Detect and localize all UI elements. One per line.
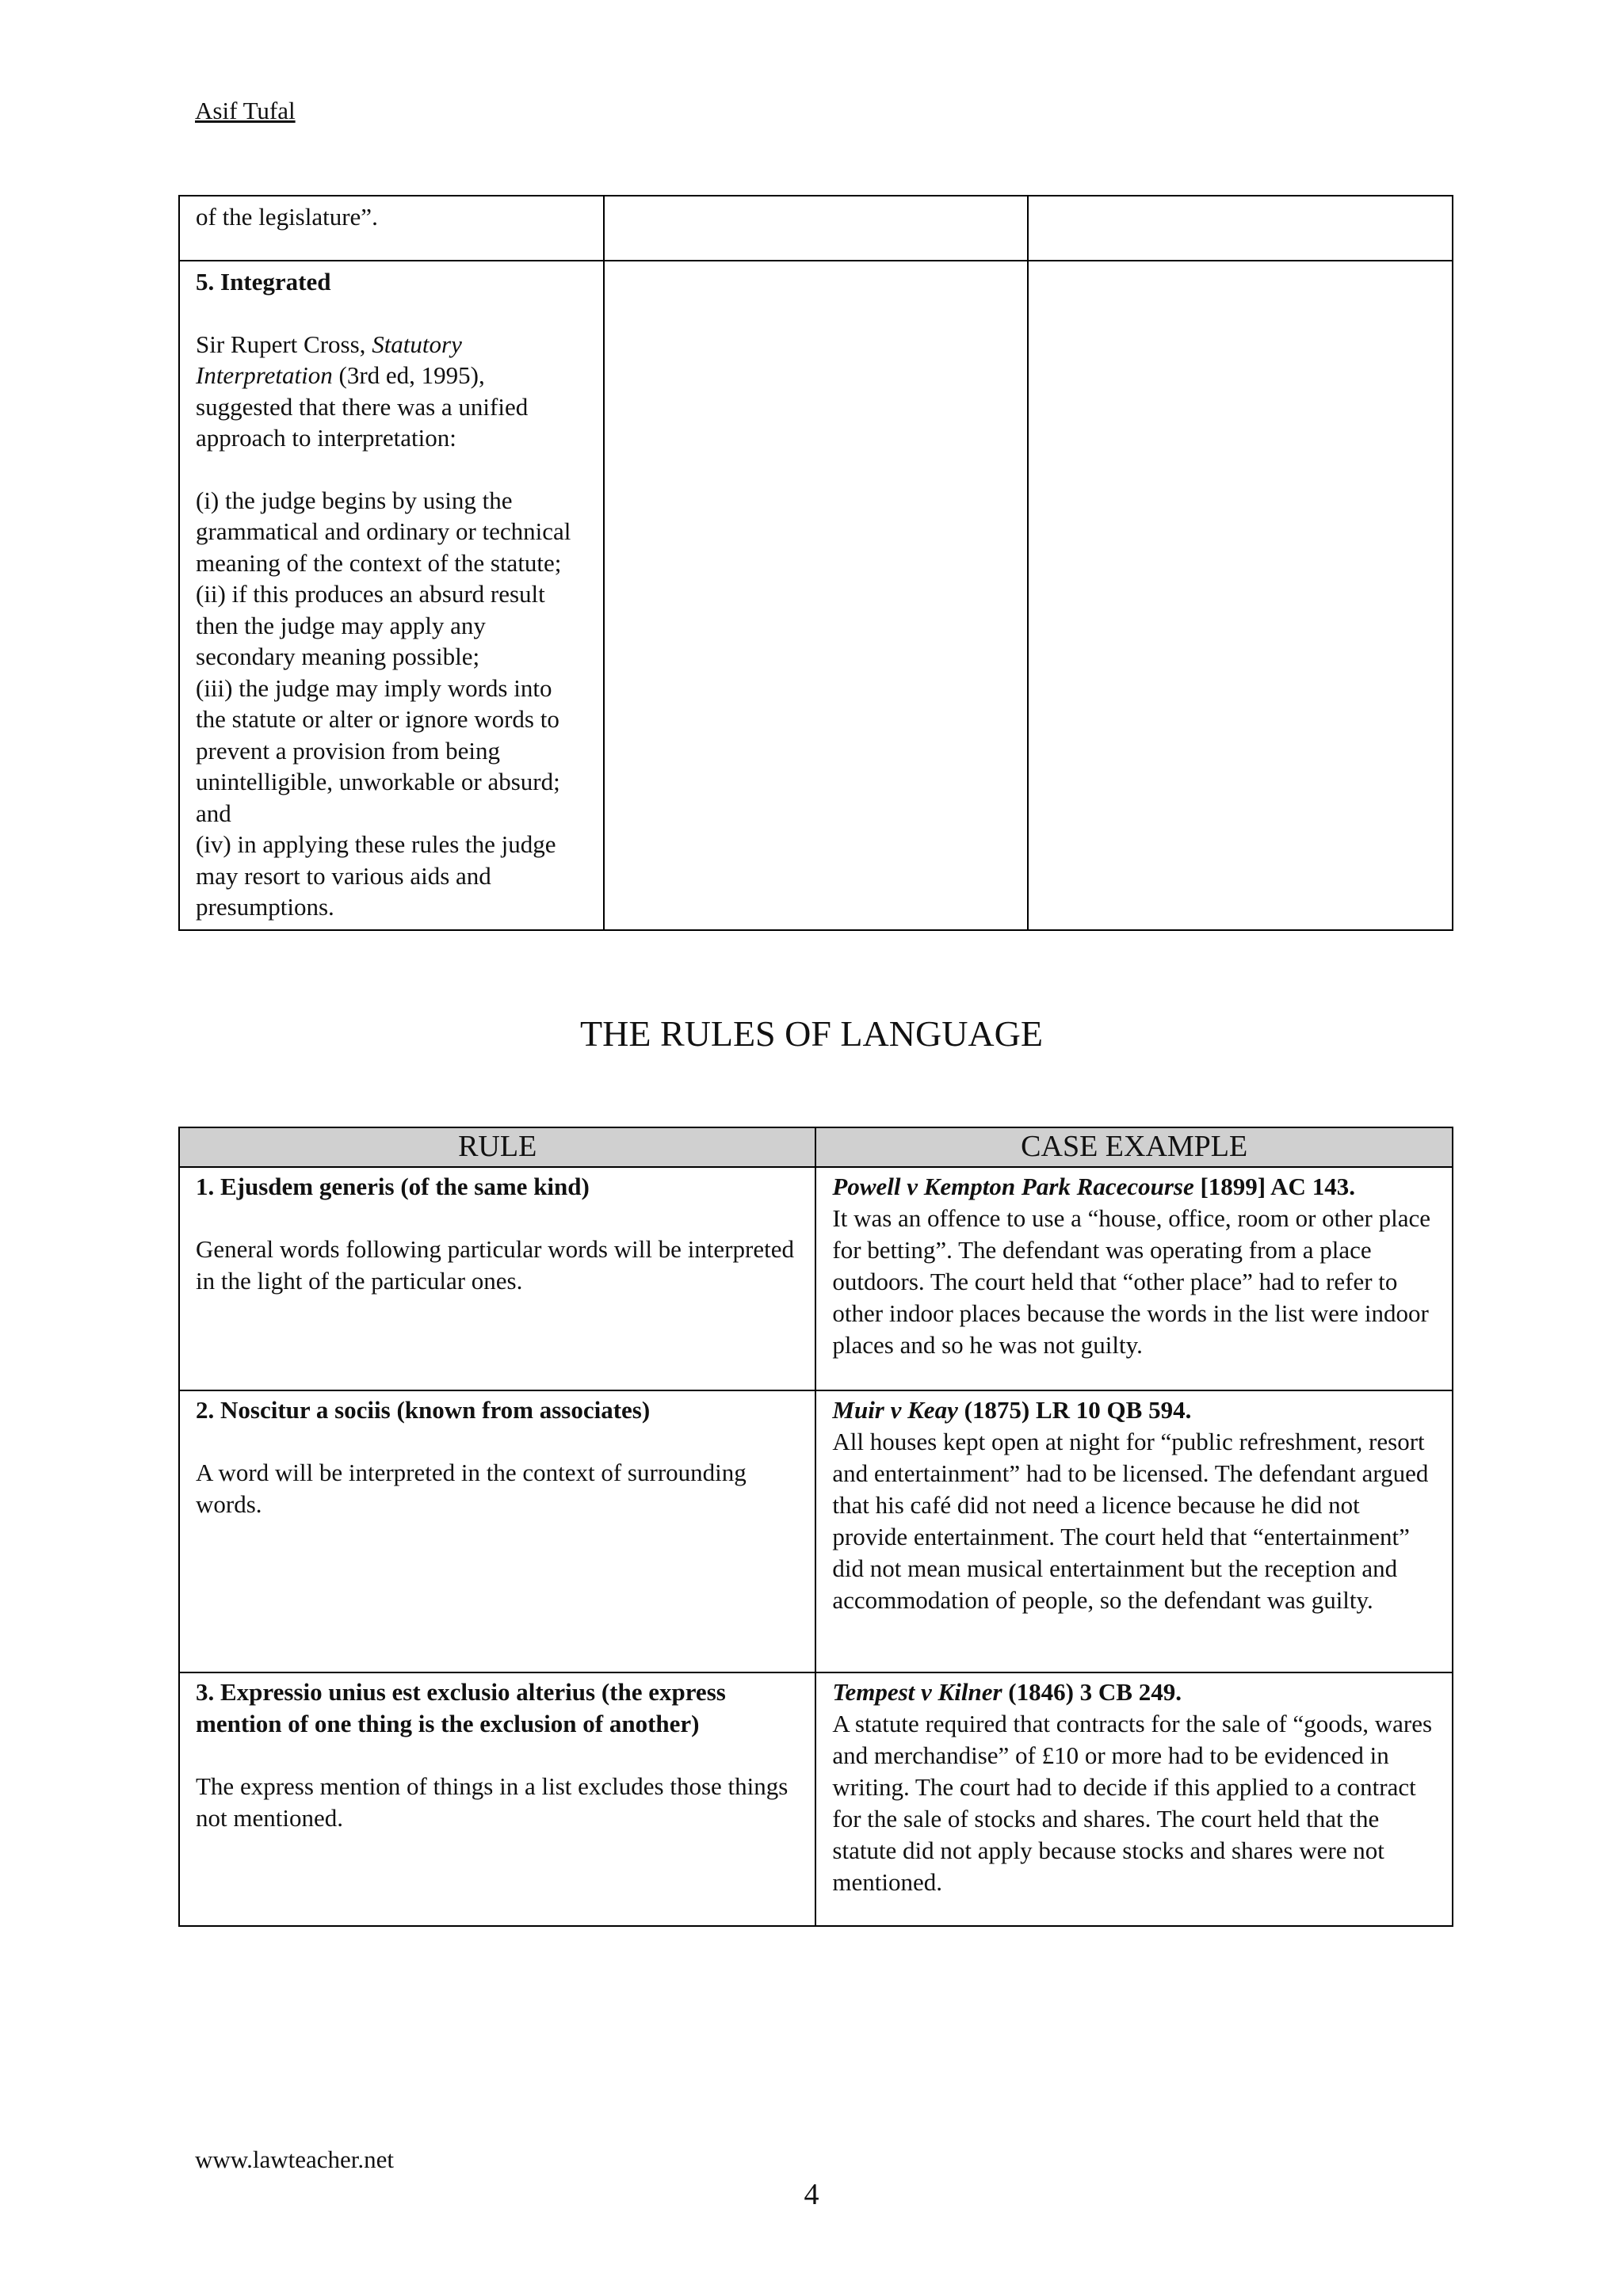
case-description: All houses kept open at night for “public refreshment, resort and entertainment” had to be licensed. The defendant argued that his café did not need a licence because he did not provide entertainment. The court held that “entertainment” did not mean musical entertainment but the reception and accommodation of people, so the defendant was guilty. — [832, 1428, 1429, 1614]
case-cell — [815, 1390, 1453, 1672]
column-header-case: CASE EXAMPLE — [815, 1127, 1453, 1167]
cell-text: of the legislature”. — [196, 203, 378, 231]
interpretation-table — [178, 195, 1453, 931]
rule-title: 2. Noscitur a sociis (known from associates) — [196, 1396, 651, 1424]
footer-website: www.lawteacher.net — [195, 2145, 395, 2173]
case-name: Tempest v Kilner — [832, 1678, 1002, 1706]
rule-description: The express mention of things in a list excludes those things not mentioned. — [196, 1772, 789, 1832]
integrated-approach-cell — [179, 261, 604, 930]
approach-step: (ii) if this produces an absurd result then the judge may apply any secondary meaning possible; — [196, 580, 545, 670]
table-row — [179, 196, 1453, 261]
empty-cell — [1028, 261, 1453, 930]
rule-title: 1. Ejusdem generis (of the same kind) — [196, 1173, 590, 1200]
table-row — [179, 1672, 1453, 1926]
page-number: 4 — [804, 2178, 819, 2211]
approach-intro: Sir Rupert Cross, Statutory Interpretation (3rd ed, 1995), suggested that there was a unified approach to interpretation: — [196, 330, 529, 452]
table-row — [179, 1167, 1453, 1390]
case-cell — [815, 1672, 1453, 1926]
approach-step: (iii) the judge may imply words into the statute or alter or ignore words to prevent a provision from being unintelligible, unworkable or absurd; and — [196, 673, 560, 827]
case-citation: (1846) 3 CB 249. — [1002, 1678, 1182, 1706]
approach-heading: 5. Integrated — [196, 268, 331, 296]
book-title: Statutory Interpretation — [196, 330, 462, 389]
rule-description: General words following particular words will be interpreted in the light of the particular ones. — [196, 1235, 794, 1295]
approach-step: (i) the judge begins by using the grammatical and ordinary or technical meaning of the context of the statute; — [196, 486, 571, 577]
empty-cell — [604, 261, 1029, 930]
section-title: THE RULES OF LANGUAGE — [580, 1013, 1043, 1054]
case-description: A statute required that contracts for the sale of “goods, wares and merchandise” of £10 or more had to be evidenced in writing. The court had to decide if this applied to a contract for the sale of stocks and shares. The court held that the statute did not apply because stocks and shares were not mentioned. — [832, 1710, 1433, 1896]
case-description: It was an offence to use a “house, office, room or other place for betting”. The defendant was operating from a place outdoors. The court held that “other place” had to refer to other indoor places because the words in the list were indoor places and so he was not guilty. — [832, 1204, 1431, 1359]
case-citation: (1875) LR 10 QB 594. — [957, 1396, 1192, 1424]
rule-cell — [179, 1167, 815, 1390]
rule-cell — [179, 1672, 815, 1926]
table-row — [179, 261, 1453, 930]
rule-title: 3. Expressio unius est exclusio alterius (the express mention of one thing is the exclusion of another) — [196, 1678, 726, 1737]
empty-cell — [1028, 196, 1453, 261]
column-header-rule: RULE — [179, 1127, 815, 1167]
rule-cell — [179, 1390, 815, 1672]
header-author: Asif Tufal — [195, 97, 296, 124]
approach-step: (iv) in applying these rules the judge may resort to various aids and presumptions. — [196, 830, 556, 921]
rule-description: A word will be interpreted in the context of surrounding words. — [196, 1459, 747, 1518]
empty-cell — [604, 196, 1029, 261]
table-header-row — [179, 1127, 1453, 1167]
case-name: Muir v Keay — [832, 1396, 958, 1424]
table-row — [179, 1390, 1453, 1672]
case-citation: [1899] AC 143. — [1193, 1173, 1355, 1200]
table-cell — [179, 196, 604, 261]
rules-of-language-table — [178, 1127, 1453, 1927]
case-cell — [815, 1167, 1453, 1390]
case-name: Powell v Kempton Park Racecourse — [832, 1173, 1194, 1200]
